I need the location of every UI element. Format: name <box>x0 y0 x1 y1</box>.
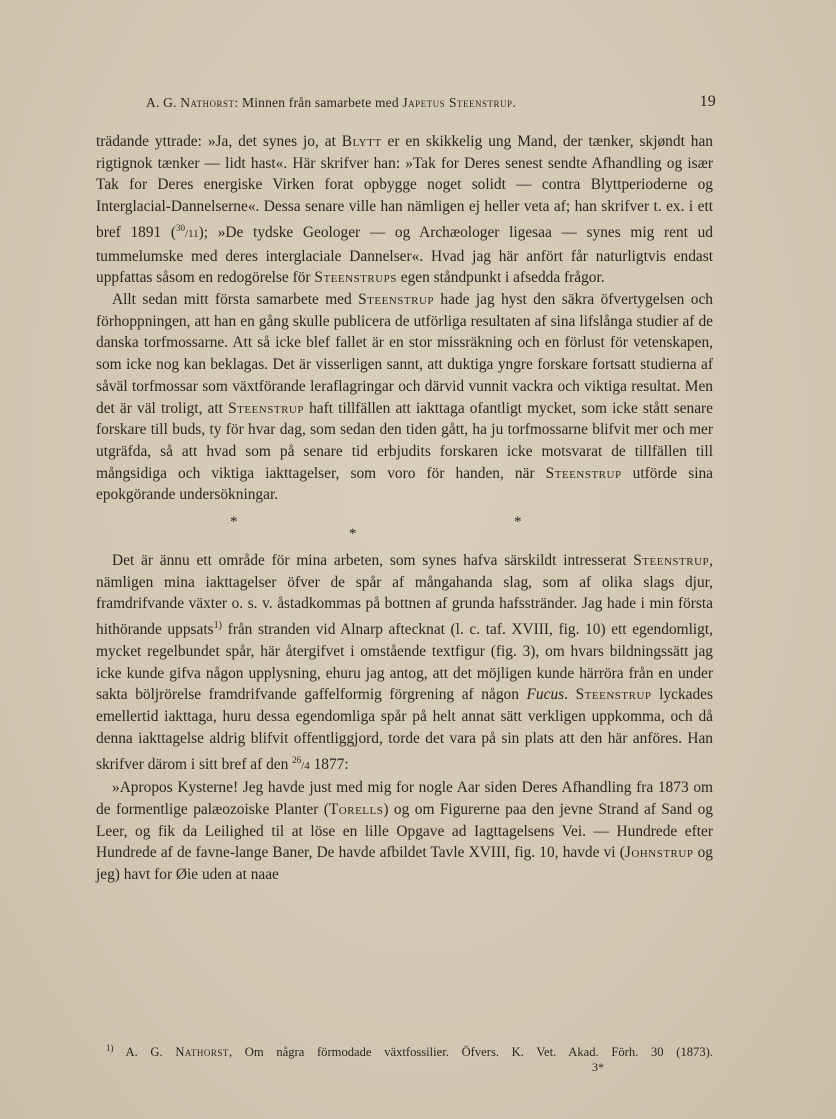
signature-mark: 3* <box>592 1060 604 1074</box>
genus-fucus: Fucus <box>526 686 565 704</box>
section-divider <box>96 506 713 550</box>
text-run: , Om några förmodade växtfossilier. Öfvers. K. Vet. Akad. Förh. 30 (1873). <box>228 1045 713 1060</box>
header-period: . <box>512 95 517 110</box>
header-subject: Japetus Steenstrup <box>402 95 513 110</box>
name-johnstrup: Johnstrup <box>624 844 694 862</box>
name-steenstrup: Steenstrup <box>633 552 710 570</box>
running-header <box>146 93 716 115</box>
divider-star-right: * <box>514 514 522 531</box>
footnote-author: Nathorst <box>175 1045 229 1060</box>
running-title <box>146 95 516 111</box>
footnote-reference[interactable]: 1) <box>213 620 222 632</box>
text-run: ) og om Figurerne paa den jevne Strand af Sand og Leer, og fik da Leilighed til at löse en lille Opgave ad Iagttagelsens Vei. — Hundrede efter Hundrede af de favne-lange Baner, De havde afbildet Tavle XVIII, fig. 10, havde vi ( <box>96 801 713 862</box>
divider-star-center: * <box>349 526 357 543</box>
footnote-mark: 1) <box>106 1043 114 1053</box>
name-steenstrup: Steenstrup <box>358 291 435 309</box>
date-sup: 30 <box>176 222 186 233</box>
text-run: Allt sedan mitt första samarbete med <box>112 291 359 309</box>
text-run: er en skikkelig ung Mand, der tænker, skjøndt han rigtignok tænker — lidt hast«. Här skrifver han: »Tak for Deres senest sendte Afhandling og især Tak for Deres energiske Virken forat opbygge noget solidt — contra Blyttperioderne og Interglacial-Dannelserne«. Dessa senare ville han nämligen ej heller veta af; han skrifver t. ex. i ett bref 1891 ( <box>96 133 713 241</box>
name-steenstrup: Steenstrup <box>575 686 652 704</box>
text-run: A. G. <box>113 1045 176 1060</box>
page-number: 19 <box>699 93 716 110</box>
text-run: lyckades emellertid iakttaga, huru dessa egendomliga spår på helt annat sätt verkligen uppkomma, och då denna iakttagelse aldrig blifvit offentliggjord, torde det vara på sin plats att den här anföres. Han skrifver därom i sitt bref af den <box>96 686 713 773</box>
date-sup: 26 <box>292 754 302 765</box>
body-text <box>96 131 713 886</box>
date-sub: /11 <box>185 227 199 240</box>
header-initials: A. G. <box>146 95 181 110</box>
text-run: haft tillfällen att iakttaga ofantligt mycket, som icke stått senare forskare till buds, ty för hvar dag, som sedan den tiden gått, ha ju torfmossarne blifvit mer och mer utgräfda, så att hvad som på senare tid erbjudits forskaren icke motsvarat de tillfällen till mångsidiga och viktiga iakttagelser, som voro för handen, när <box>96 399 713 482</box>
text-run: 1877: <box>309 755 349 773</box>
header-author: Nathorst <box>180 95 235 110</box>
text-run: ); »De tydske Geologer — og Archæologer ligesaa — synes mig rent ud tummelumske med deres interglaciale Dannelser«. Hvad jag här anfört får naturligtvis endast uppfattas såsom en redogörelse för <box>96 223 713 287</box>
header-title: : Minnen från samarbete med <box>234 95 403 110</box>
text-run: egen ståndpunkt i afsedda frågor. <box>396 269 605 287</box>
date-sub: /4 <box>301 759 310 772</box>
name-blytt: Blytt <box>341 133 382 150</box>
divider-star-left: * <box>230 514 238 531</box>
text-run: , nämligen mina iakttagelser öfver de spår af mångahanda slag, som af olika slags djur, framdrifvande växter o. s. v. åstadkommas på bottnen af grunda hafsstränder. Jag hade i min första hithörande uppsats <box>96 552 713 639</box>
text-run: . <box>564 686 576 704</box>
name-steenstrup: Steenstrup <box>545 464 622 482</box>
text-run: Det är ännu ett område för mina arbeten, som synes hafva särskildt intresserat <box>112 552 634 570</box>
paragraph-4-quote <box>96 777 713 886</box>
text-run: hade jag hyst den säkra öfvertygelsen och förhoppningen, att han en gång skulle publicera de utförliga resultaten af sina lifslånga studier af de danska torfmossarne. Att så icke blef fallet är en stor missräkning och en förlust för vetenskapen, som icke nog kan beklagas. Det är visserligen sannt, att duktiga yngre forskare fortsatt studierna af såväl torfmossar som växtförande leraflagringar och därvid vunnit vackra och viktiga resultat. Men det är väl troligt, att <box>96 291 713 417</box>
text-run: trädande yttrade: »Ja, det synes jo, at <box>96 133 342 150</box>
paragraph-3 <box>96 550 713 777</box>
paragraph-2 <box>96 289 713 506</box>
text-run: utförde sina epokgörande undersökningar. <box>96 464 713 504</box>
name-steenstrup: Steenstrup <box>228 399 304 417</box>
paragraph-1 <box>96 131 713 289</box>
text-run: »Apropos Kysterne! Jeg havde just med mig for nogle Aar siden Deres Afhandling fra 1873 om de formentlige palæozoiske Planter ( <box>96 779 713 819</box>
name-torell: Torells <box>328 801 384 819</box>
text-run: från stranden vid Alnarp aftecknat (l. c. taf. XVIII, fig. 10) ett egendomligt, mycket regelbundet spår, här återgifvet i omstående textfigur (fig. 3), om hvars bildningssätt jag icke kunde gifva någon upplysning, ehuru jag antog, att det möjligen kunde härröra från en under sakta böljrörelse framdrifvande gaffelformig förgrening af någon <box>96 621 713 704</box>
footnote <box>106 1040 713 1060</box>
text-run: og jeg) havt for Øie uden at naae <box>96 844 713 884</box>
name-steenstrup: Steenstrups <box>314 269 397 287</box>
